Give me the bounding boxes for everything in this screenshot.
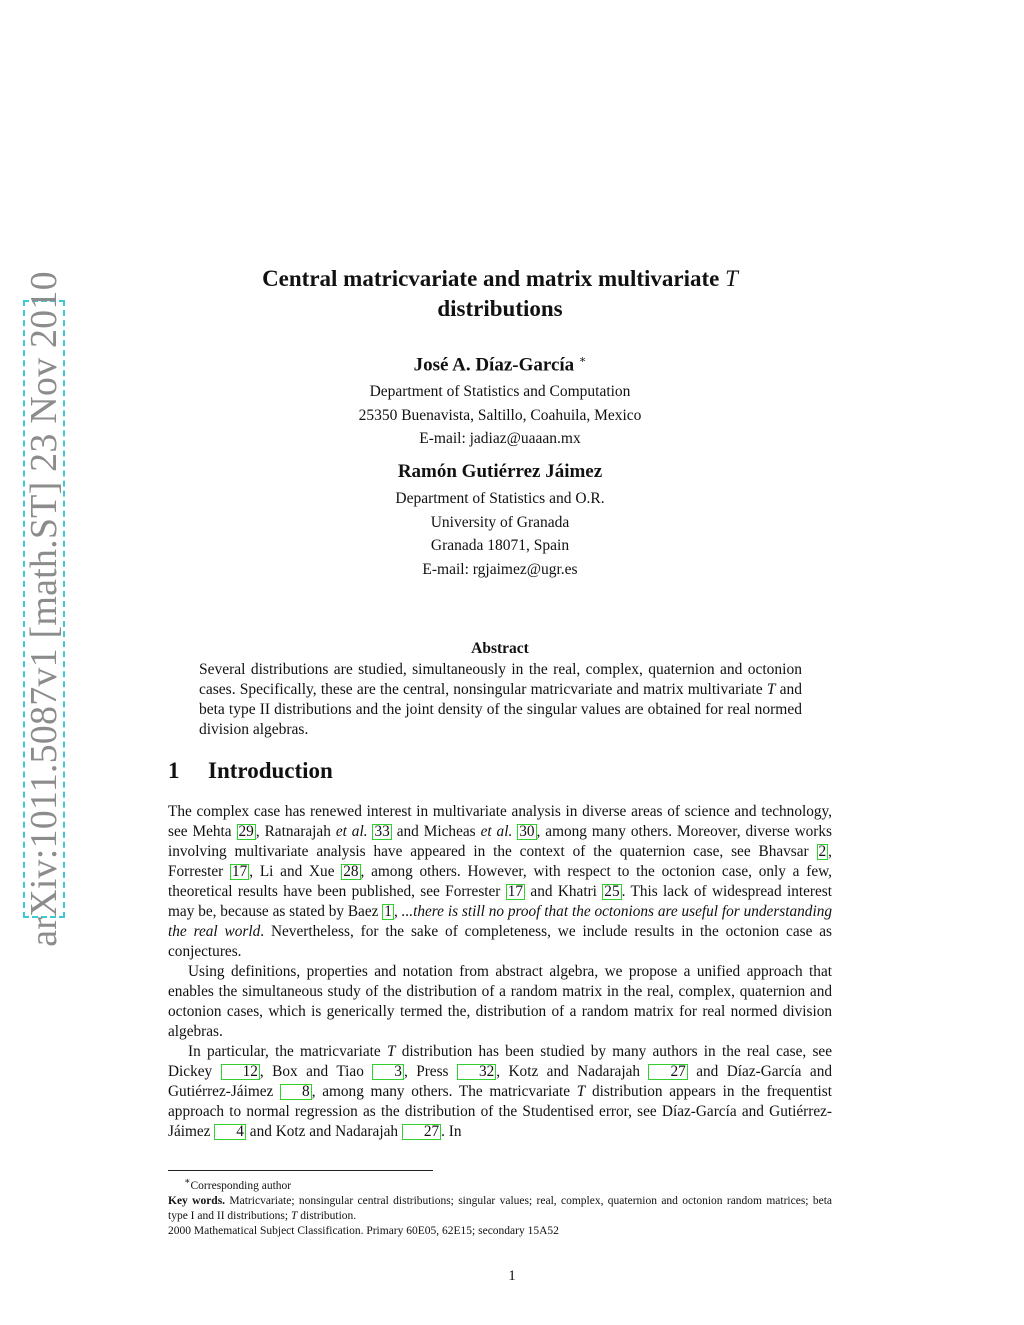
citation-link[interactable]: 17 (231, 863, 248, 880)
section-number: 1 (168, 758, 180, 783)
keywords-text-b: distribution. (297, 1209, 357, 1222)
citation-link[interactable]: 28 (343, 863, 359, 880)
author-2-affiliation-line: University of Granada (430, 513, 570, 531)
author-2-email: E-mail: rgjaimez@ugr.es (422, 560, 578, 578)
citation-link[interactable]: 8 (280, 1084, 312, 1100)
author-1-affiliation-line: 25350 Buenavista, Saltillo, Coahuila, Mexico (358, 406, 642, 424)
citation-link[interactable]: 27 (648, 1064, 687, 1080)
math-symbol: T (386, 1043, 396, 1060)
footnote-mark: ∗ (184, 1176, 191, 1187)
citation-link[interactable]: 4 (214, 1124, 246, 1140)
arxiv-stamp-text: arXiv:1011.5087v1 [math.ST] 23 Nov 2010 (23, 271, 66, 947)
section-body (168, 802, 832, 1142)
text-run: distribution has been studied by many authors in the real case, see Dickey (168, 1043, 832, 1080)
text-run: et al. (335, 823, 368, 840)
keywords-text-a: Matricvariate; nonsingular central distributions; singular values; real, complex, quaternion and octonion random matrices; beta type I and II distributions; (168, 1194, 832, 1222)
section-heading (168, 758, 333, 784)
author-1-affiliation-line: Department of Statistics and Computation (369, 383, 631, 401)
abstract-text-a: Several distributions are studied, simultaneously in the real, complex, quaternion and octonion cases. Specifically, these are the central, nonsingular matricvariate and matrix multivariate (199, 661, 802, 698)
abstract-heading: Abstract (471, 640, 529, 657)
author-name-2: Ramón Gutiérrez Jáimez (397, 461, 603, 482)
text-run: . This lack of widespread interest may be, because as stated by Baez (168, 883, 832, 920)
text-run: and Khatri (525, 883, 603, 900)
arxiv-stamp[interactable] (23, 271, 66, 947)
citation-link[interactable]: 25 (604, 883, 620, 900)
text-run: and Micheas (391, 823, 481, 840)
paper-title (166, 264, 834, 324)
author-1-email: E-mail: jadiaz@uaaan.mx (419, 430, 581, 448)
citation-link[interactable]: 30 (519, 823, 535, 840)
citation-link[interactable]: 17 (507, 883, 524, 900)
author-1-name-text: José A. Díaz-García (413, 354, 575, 376)
text-run: , Box and Tiao (259, 1063, 373, 1080)
abstract-text (199, 660, 802, 740)
abstract-symbol: T (766, 681, 776, 698)
author-2-affiliation-line: Granada 18071, Spain (430, 537, 570, 554)
text-run: . In (441, 1123, 462, 1140)
text-run: , Li and Xue (249, 863, 342, 880)
citation-link[interactable]: 12 (221, 1064, 260, 1080)
citation-link[interactable]: 27 (402, 1124, 441, 1140)
author-name-1 (166, 348, 834, 377)
citation-link[interactable]: 32 (457, 1064, 496, 1080)
citation-link[interactable]: 33 (374, 823, 390, 840)
text-run: , Press (403, 1063, 457, 1080)
footnote-divider (168, 1170, 433, 1171)
text-run: , among many others. Moreover, diverse works involving multivariate analysis have appeared in the context of the quaternion case, see Bhavsar (168, 823, 832, 860)
footnotes (168, 1174, 832, 1239)
text-run: . Nevertheless, for the sake of completeness, we include results in the octonion case as conjectures. (168, 923, 832, 960)
author-2-affiliation-line: Department of Statistics and O.R. (395, 490, 605, 507)
text-run: , Kotz and Nadarajah (496, 1063, 649, 1080)
paragraph-1 (168, 802, 832, 962)
title-symbol: T (725, 266, 738, 291)
keywords-label: Key words. (168, 1194, 226, 1207)
paragraph-2: Using definitions, properties and notation from abstract algebra, we propose a unified approach that enables the simultaneous study of the distribution of a random matrix in the real, complex, quaternion and octonion cases, which is generically termed the, distribution of a random matrix for real normed division algebras. (168, 963, 832, 1040)
citation-link[interactable]: 29 (238, 823, 254, 840)
section-title: Introduction (208, 758, 333, 783)
title-line2: distributions (437, 296, 563, 321)
footnote-keywords (168, 1194, 832, 1224)
text-run: , among others. However, with respect to the octonion case, only a few, theoretical results have been published, see Forrester (168, 863, 832, 900)
keywords-symbol: T (290, 1209, 298, 1222)
text-run: and Díaz-García and Gutiérrez-Jáimez (168, 1063, 832, 1100)
title-line1: Central matricvariate and matrix multivariate (262, 266, 726, 291)
footnote-corresponding (168, 1174, 832, 1194)
paragraph-3 (168, 1042, 832, 1142)
author-block-1 (166, 348, 834, 451)
citation-link[interactable]: 2 (818, 843, 827, 860)
author-1-footnote-mark[interactable]: ∗ (578, 354, 587, 366)
text-run: distribution appears in the frequentist approach to normal regression as the distribution of the Studentised error, see Díaz-García and Gutiérrez-Jáimez (168, 1083, 833, 1140)
text-run: and Kotz and Nadarajah (245, 1123, 402, 1140)
text-run: , Ratnarajah (255, 823, 336, 840)
text-run: The complex case has renewed interest in multivariate analysis in diverse areas of science and technology, see Mehta (168, 803, 832, 840)
citation-link[interactable]: 3 (372, 1064, 404, 1080)
abstract-text-b: and beta type II distributions and the joint density of the singular values are obtained for real normed division algebras. (199, 681, 802, 738)
footnote-corresponding-text: Corresponding author (190, 1179, 292, 1192)
text-run: , (393, 903, 402, 920)
page-number: 1 (508, 1268, 516, 1284)
citation-link[interactable]: 1 (384, 903, 392, 920)
text-run: , Forrester (168, 843, 832, 880)
text-run: , among many others. The matricvariate (311, 1083, 577, 1100)
text-run: In particular, the matricvariate (188, 1043, 387, 1060)
quote-text: ...there is still no proof that the octonions are useful for understanding the real world (168, 903, 832, 940)
text-run: et al. (480, 823, 513, 840)
math-symbol: T (576, 1083, 586, 1100)
author-block-2 (166, 460, 834, 581)
footnote-msc: 2000 Mathematical Subject Classification. Primary 60E05, 62E15; secondary 15A52 (168, 1224, 559, 1237)
